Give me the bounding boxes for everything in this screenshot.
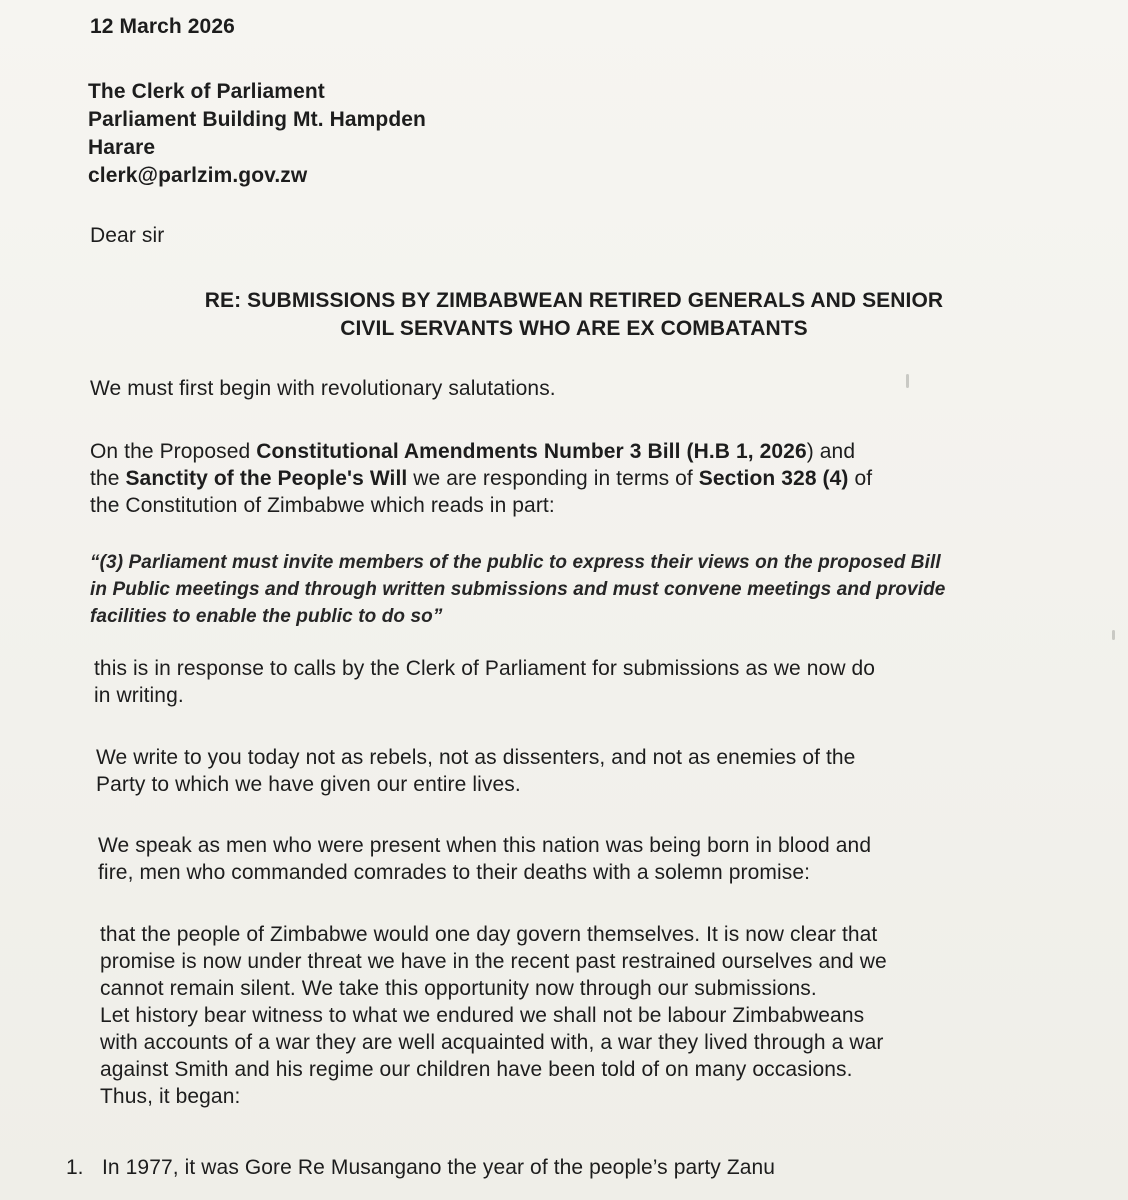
paragraph-line bbox=[90, 466, 872, 492]
quote-line: facilities to enable the public to do so” bbox=[90, 606, 443, 627]
subject-line: RE: SUBMISSIONS BY ZIMBABWEAN RETIRED GENERALS AND SENIOR bbox=[204, 289, 944, 312]
text-span: the bbox=[90, 467, 126, 490]
letter-date: 12 March 2026 bbox=[90, 15, 235, 38]
paragraph-line: this is in response to calls by the Clerk of Parliament for submissions as we now do bbox=[94, 657, 876, 680]
list-number: 1. bbox=[66, 1156, 84, 1179]
paragraph-line bbox=[90, 439, 855, 465]
peoples-will-phrase: Sanctity of the People's Will bbox=[125, 467, 408, 490]
text-span: On the Proposed bbox=[90, 440, 257, 463]
paragraph-line: against Smith and his regime our children have been told of on many occasions. bbox=[100, 1058, 853, 1081]
quote-line: “(3) Parliament must invite members of the public to express their views on the proposed Bill bbox=[90, 552, 941, 573]
paragraph-line: cannot remain silent. We take this opportunity now through our submissions. bbox=[100, 977, 817, 1000]
paragraph-line: that the people of Zimbabwe would one day govern themselves. It is now clear that bbox=[100, 923, 878, 946]
paragraph-line: Thus, it began: bbox=[100, 1085, 241, 1108]
text-span: ) and bbox=[806, 440, 856, 463]
paragraph-line: in writing. bbox=[94, 684, 184, 707]
salutation: Dear sir bbox=[90, 224, 165, 247]
subject-line: CIVIL SERVANTS WHO ARE EX COMBATANTS bbox=[340, 317, 808, 340]
bill-name: Constitutional Amendments Number 3 Bill (H.B 1, 2026 bbox=[256, 440, 807, 463]
paragraph-line: fire, men who commanded comrades to their deaths with a solemn promise: bbox=[98, 861, 811, 884]
recipient-line: The Clerk of Parliament bbox=[88, 80, 325, 103]
paragraph-line: Party to which we have given our entire lives. bbox=[96, 773, 521, 796]
recipient-line: Parliament Building Mt. Hampden bbox=[88, 108, 426, 131]
paper-mark bbox=[906, 374, 909, 388]
recipient-line: Harare bbox=[88, 136, 156, 159]
paragraph-line: We speak as men who were present when this nation was being born in blood and bbox=[98, 834, 872, 857]
text-span: of bbox=[848, 467, 873, 490]
paragraph-line: We write to you today not as rebels, not as dissenters, and not as enemies of the bbox=[96, 746, 856, 769]
paragraph-line: promise is now under threat we have in the recent past restrained ourselves and we bbox=[100, 950, 887, 973]
text-span: we are responding in terms of bbox=[407, 467, 699, 490]
paper-mark bbox=[1112, 630, 1115, 640]
quote-line: in Public meetings and through written submissions and must convene meetings and provide bbox=[90, 579, 946, 600]
paragraph-salutations: We must first begin with revolutionary salutations. bbox=[90, 377, 556, 400]
recipient-email: clerk@parlzim.gov.zw bbox=[88, 164, 308, 187]
paragraph-line: with accounts of a war they are well acquainted with, a war they lived through a war bbox=[100, 1031, 884, 1054]
list-item-text: In 1977, it was Gore Re Musangano the year of the people’s party Zanu bbox=[102, 1156, 776, 1179]
paragraph-line: the Constitution of Zimbabwe which reads in part: bbox=[90, 494, 555, 517]
paragraph-line: Let history bear witness to what we endured we shall not be labour Zimbabweans bbox=[100, 1004, 865, 1027]
section-reference: Section 328 (4) bbox=[698, 467, 849, 490]
